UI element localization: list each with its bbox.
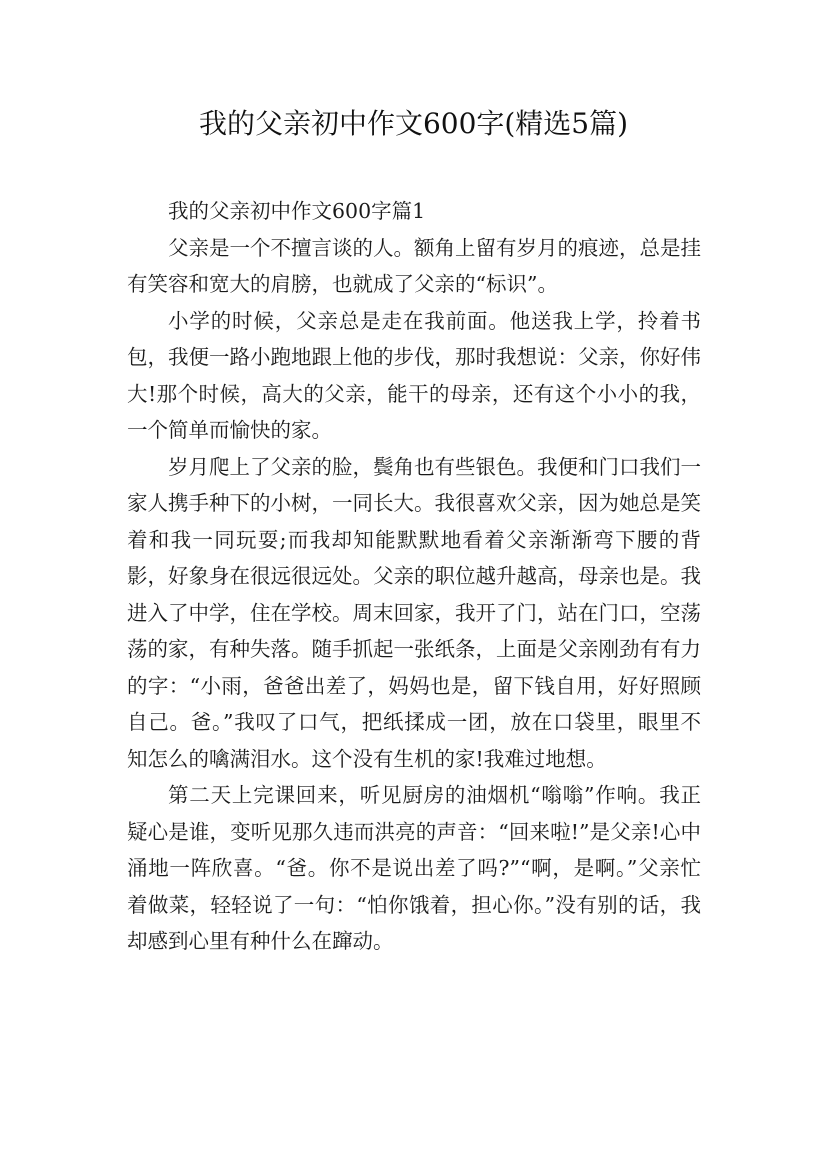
section-heading: 我的父亲初中作文600字篇1 bbox=[168, 199, 426, 223]
paragraph: 第二天上完课回来，听见厨房的油烟机“嗡嗡”作响。我正疑心是谁，变听见那久违而洪亮的声音：“回来啦!”是父亲!心中涌地一阵欣喜。“爸。你不是说出差了吗?”“啊，是啊。”父亲忙着做菜，轻轻说了一句：“怕你饿着，担心你。”没有别的话，我却感到心里有种什么在蹿动。 bbox=[127, 783, 701, 953]
paragraph: 父亲是一个不擅言谈的人。额角上留有岁月的痕迹，总是挂有笑容和宽大的肩膀，也就成了父亲的“标识”。 bbox=[127, 235, 701, 296]
paragraph: 小学的时候，父亲总是走在我前面。他送我上学，拎着书包，我便一路小跑地跟上他的步伐，那时我想说：父亲，你好伟大!那个时候，高大的父亲，能干的母亲，还有这个小小的我，一个简单而愉快的家。 bbox=[127, 308, 701, 442]
document-body bbox=[127, 193, 701, 960]
document-title: 我的父亲初中作文600字(精选5篇) bbox=[198, 107, 629, 140]
paragraph: 岁月爬上了父亲的脸，鬓角也有些银色。我便和门口我们一家人携手种下的小树，一同长大。我很喜欢父亲，因为她总是笑着和我一同玩耍;而我却知能默默地看着父亲渐渐弯下腰的背影，好象身在很远很远处。父亲的职位越升越高，母亲也是。我进入了中学，住在学校。周末回家，我开了门，站在门口，空荡荡的家，有种失落。随手抓起一张纸条，上面是父亲刚劲有有力的字：“小雨，爸爸出差了，妈妈也是，留下钱自用，好好照顾自己。爸。”我叹了口气，把纸揉成一团，放在口袋里，眼里不知怎么的噙满泪水。这个没有生机的家!我难过地想。 bbox=[127, 454, 701, 771]
